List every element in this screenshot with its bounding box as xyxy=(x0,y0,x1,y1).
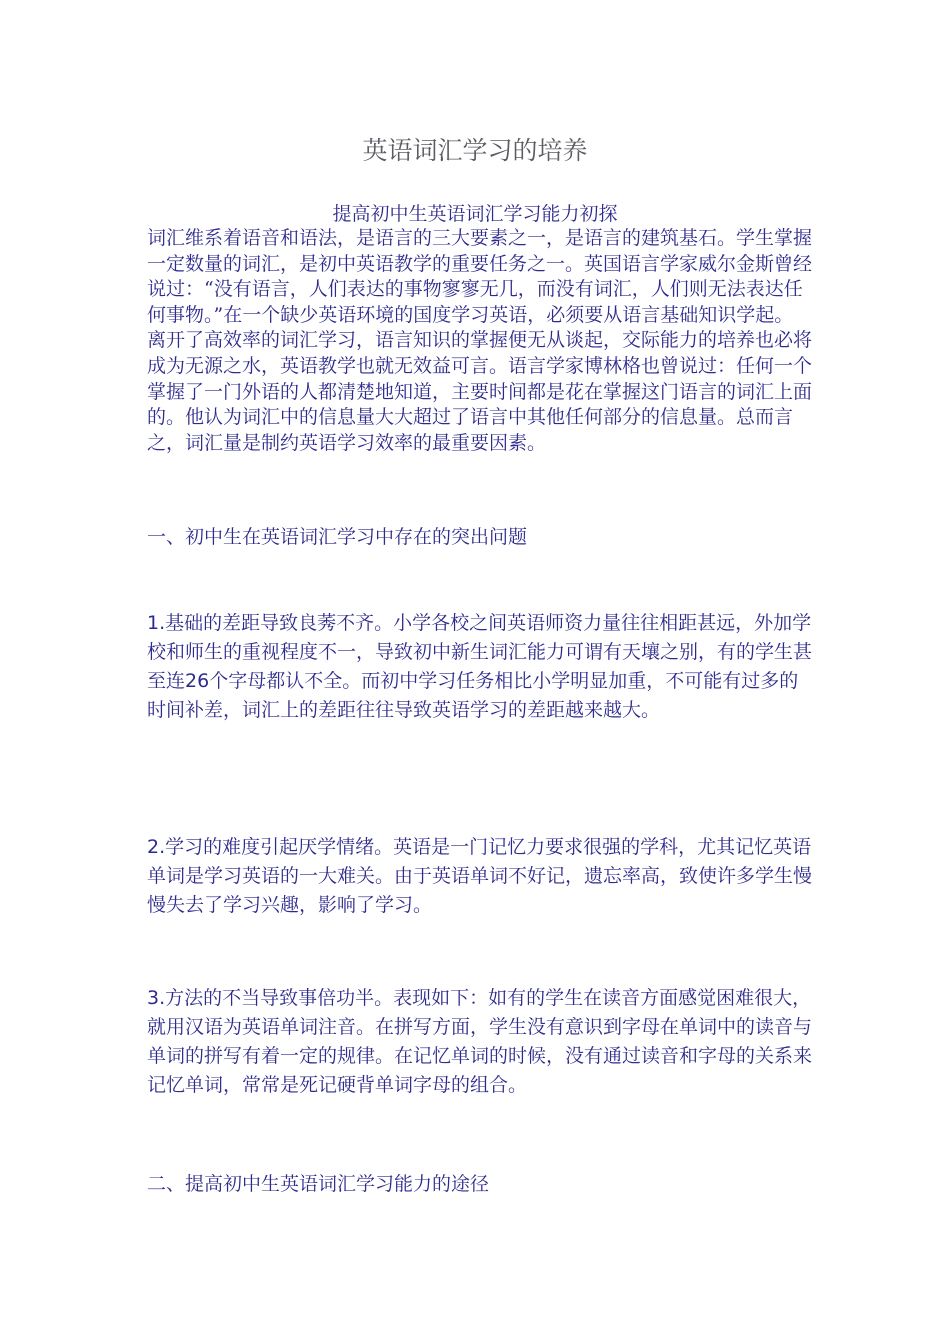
item1-number: 1. xyxy=(147,612,166,634)
item2-paragraph xyxy=(147,833,812,920)
page-title: 英语词汇学习的培养 xyxy=(362,136,588,165)
item1-text-continued: 个字母都认不全。而初中学习任务相比小学明显加重，不可能有过多的时间补差，词汇上的差距往往导致英语学习的差距越来越大。 xyxy=(147,670,799,721)
section1-heading: 一、初中生在英语词汇学习中存在的突出问题 xyxy=(147,526,528,548)
item1-text: 基础的差距导致良莠不齐。小学各校之间英语师资力量往往相距甚远，外加学校和师生的重视程度不一，导致初中新生词汇能力可谓有天壤之别，有的学生甚至连 xyxy=(147,612,813,692)
item1-paragraph xyxy=(147,609,812,725)
item1-number-26: 26 xyxy=(185,670,210,692)
item2-number: 2. xyxy=(147,836,166,858)
item3-number: 3. xyxy=(147,987,166,1009)
item3-paragraph xyxy=(147,984,812,1100)
item3-text: 方法的不当导致事倍功半。表现如下：如有的学生在读音方面感觉困难很大，就用汉语为英语单词注音。在拼写方面，学生没有意识到字母在单词中的读音与单词的拼写有着一定的规律。在记忆单词的时候，没有通过读音和字母的关系来记忆单词，常常是死记硬背单词字母的组合。 xyxy=(147,987,813,1096)
page-subtitle: 提高初中生英语词汇学习能力初探 xyxy=(332,203,618,225)
item2-text: 学习的难度引起厌学情绪。英语是一门记忆力要求很强的学科，尤其记忆英语单词是学习英语的一大难关。由于英语单词不好记，遗忘率高，致使许多学生慢慢失去了学习兴趣，影响了学习。 xyxy=(147,836,813,916)
intro-paragraph: 词汇维系着语音和语法，是语言的三大要素之一，是语言的建筑基石。学生掌握一定数量的词汇，是初中英语教学的重要任务之一。英国语言学家威尔金斯曾经说过：“没有语言，人们表达的事物寥寥无几，而没有词汇，人们则无法表达任何事物。”在一个缺少英语环境的国度学习英语，必须要从语言基础知识学起。离开了高效率的词汇学习，语言知识的掌握便无从谈起，交际能力的培养也必将成为无源之水，英语教学也就无效益可言。语言学家博林格也曾说过：任何一个掌握了一门外语的人都清楚地知道，主要时间都是花在掌握这门语言的词汇上面的。他认为词汇中的信息量大大超过了语言中其他任何部分的信息量。总而言之，词汇量是制约英语学习效率的最重要因素。 xyxy=(147,227,813,454)
section2-heading: 二、提高初中生英语词汇学习能力的途径 xyxy=(147,1173,490,1195)
